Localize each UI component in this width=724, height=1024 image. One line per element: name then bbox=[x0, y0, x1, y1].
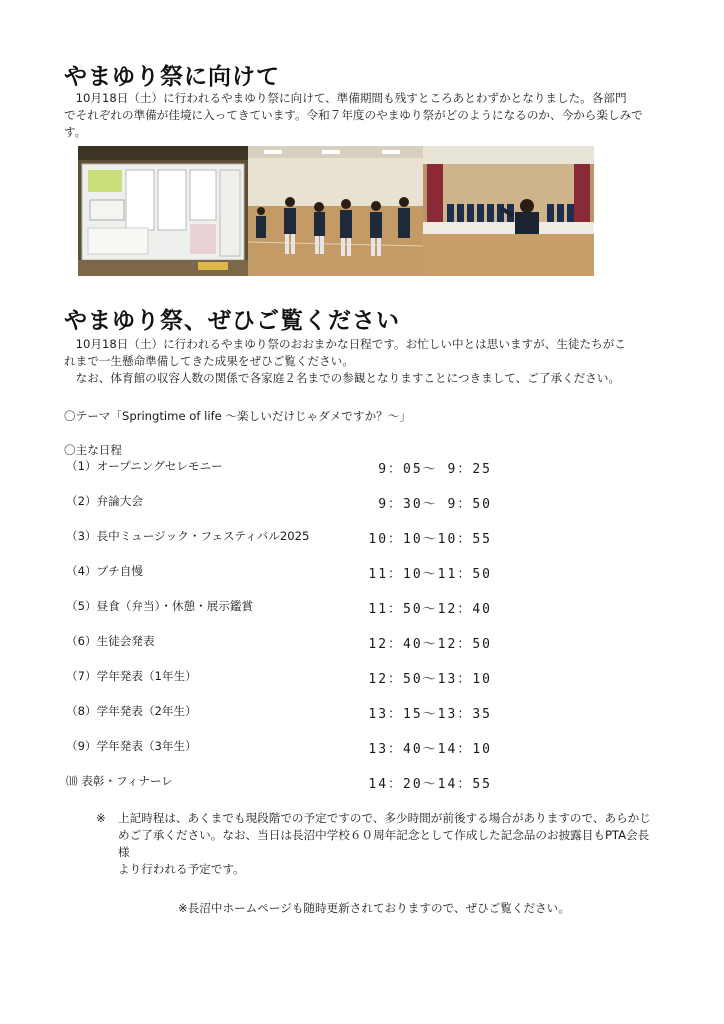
schedule-row bbox=[64, 773, 504, 808]
note-line: より行われる予定です。 bbox=[118, 862, 245, 876]
gym-rehearsal-photo bbox=[248, 146, 423, 276]
note-line: めご了承ください。なお、当日は長沼中学校６０周年記念として作成した記念品のお披露目もPTA会長様 bbox=[118, 828, 650, 859]
section2-body bbox=[64, 336, 660, 387]
schedule-label: （5）昼食（弁当）・休憩・展示鑑賞 bbox=[66, 599, 254, 613]
schedule-row bbox=[64, 738, 504, 773]
schedule-label: （2）弁論大会 bbox=[66, 494, 143, 508]
schedule-note bbox=[96, 810, 656, 878]
schedule-row bbox=[64, 703, 504, 738]
schedule-row bbox=[64, 563, 504, 598]
festival-theme: 〇テーマ「Springtime of life ～楽しいだけじゃダメですか？～」 bbox=[64, 409, 411, 423]
schedule-label: （9）学年発表（3年生） bbox=[66, 739, 197, 753]
schedule-time: 11：50～12：40 bbox=[368, 602, 492, 617]
schedule-row bbox=[64, 598, 504, 633]
schedule-time: 14：20～14：55 bbox=[368, 777, 492, 792]
schedule-time: 9：30～ 9：50 bbox=[378, 497, 492, 512]
section2-title: やまゆり祭、ぜひご覧ください bbox=[64, 308, 400, 334]
schedule-row bbox=[64, 633, 504, 668]
schedule-label: ⑽ 表彰・フィナーレ bbox=[66, 774, 173, 788]
schedule-time: 9：05～ 9：25 bbox=[378, 462, 492, 477]
schedule-list bbox=[64, 458, 504, 808]
schedule-time: 12：40～12：50 bbox=[368, 637, 492, 652]
schedule-label: （4）プチ自慢 bbox=[66, 564, 143, 578]
section1-line: す。 bbox=[64, 125, 87, 139]
schedule-label: （6）生徒会発表 bbox=[66, 634, 155, 648]
schedule-time: 10：10～10：55 bbox=[368, 532, 492, 547]
schedule-row bbox=[64, 493, 504, 528]
schedule-label: （8）学年発表（2年生） bbox=[66, 704, 197, 718]
schedule-row bbox=[64, 668, 504, 703]
whiteboard-photo bbox=[78, 146, 248, 276]
note-mark: ※ bbox=[96, 811, 106, 825]
section1-line: でそれぞれの準備が佳境に入ってきています。令和７年度のやまゆり祭がどのようになるのか、今から楽しみで bbox=[64, 108, 643, 122]
section2-line: 10月18日（土）に行われるやまゆり祭のおおまかな日程です。お忙しい中とは思いますが、生徒たちがこ bbox=[64, 337, 626, 351]
schedule-time: 12：50～13：10 bbox=[368, 672, 492, 687]
schedule-row bbox=[64, 528, 504, 563]
section1-line: 10月18日（土）に行われるやまゆり祭に向けて、準備期間も残すところあとわずかとなりました。各部門 bbox=[64, 91, 627, 105]
schedule-row bbox=[64, 458, 504, 493]
homepage-note: ※長沼中ホームページも随時更新されておりますので、ぜひご覧ください。 bbox=[178, 901, 570, 915]
section2-line: なお、体育館の収容人数の関係で各家庭２名までの参観となりますことにつきまして、ご了承ください。 bbox=[64, 371, 621, 385]
stage-chorus-photo bbox=[423, 146, 594, 276]
schedule-title: 〇主な日程 bbox=[64, 443, 122, 457]
schedule-time: 11：10～11：50 bbox=[368, 567, 492, 582]
section1-body bbox=[64, 90, 660, 141]
schedule-label: （1）オープニングセレモニー bbox=[66, 459, 223, 473]
section1-title: やまゆり祭に向けて bbox=[64, 64, 280, 90]
note-text bbox=[118, 810, 656, 878]
schedule-time: 13：15～13：35 bbox=[368, 707, 492, 722]
schedule-time: 13：40～14：10 bbox=[368, 742, 492, 757]
note-line: 上記時程は、あくまでも現段階での予定ですので、多少時間が前後する場合がありますので、あらかじ bbox=[118, 811, 651, 825]
photo-strip bbox=[78, 146, 594, 276]
schedule-label: （3）長中ミュージック・フェスティバル2025 bbox=[66, 529, 310, 543]
section2-line: れまで一生懸命準備してきた成果をぜひご覧ください。 bbox=[64, 354, 354, 368]
schedule-label: （7）学年発表（1年生） bbox=[66, 669, 197, 683]
